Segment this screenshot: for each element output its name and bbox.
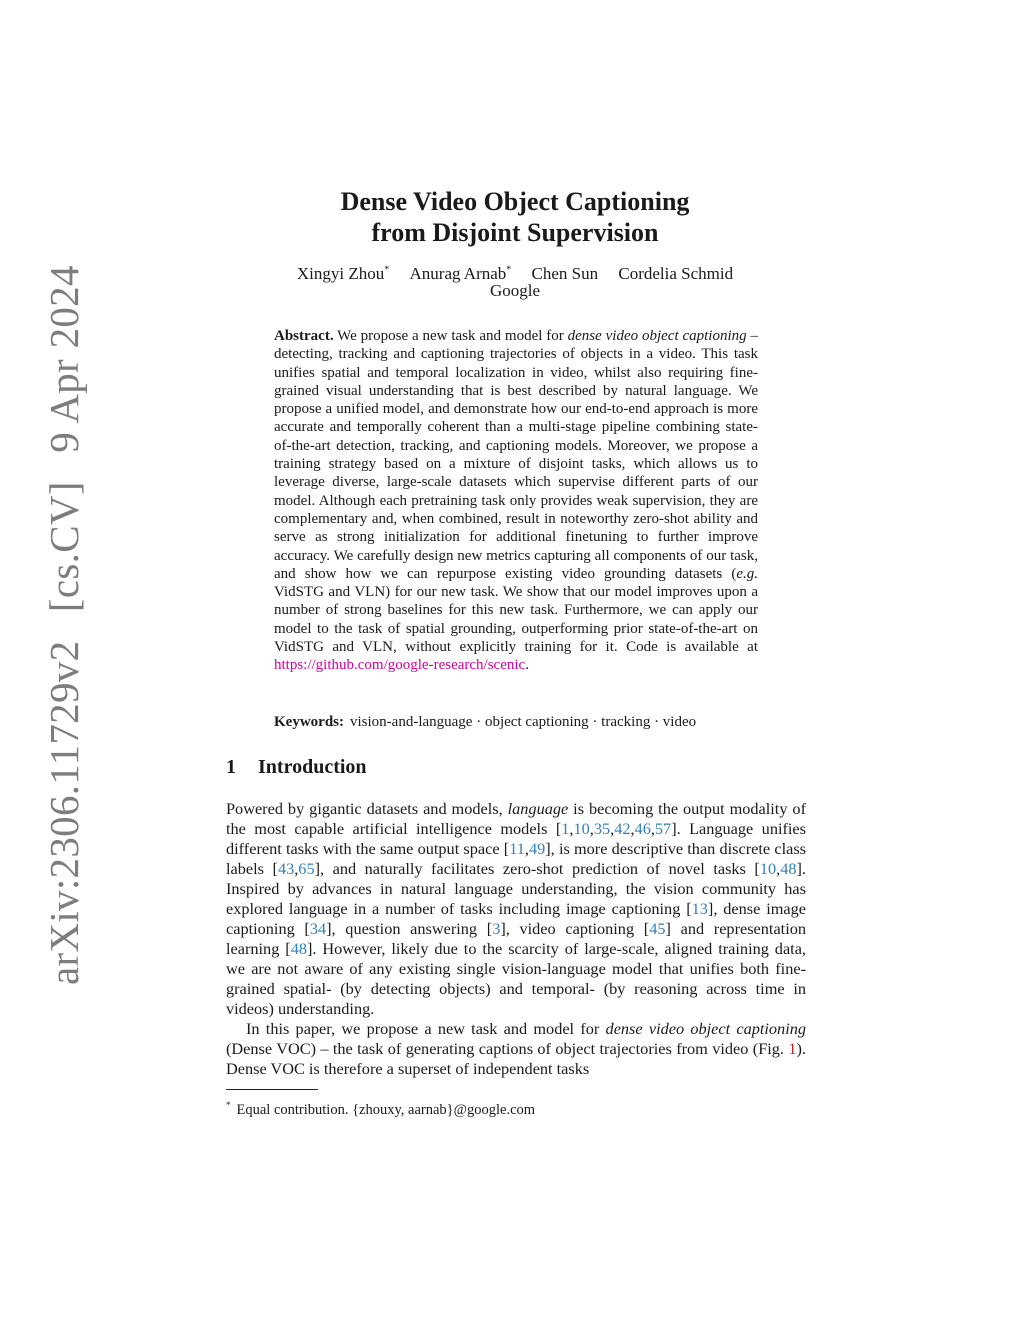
section-heading-introduction [226,756,367,779]
citation[interactable]: 45 [649,919,666,938]
citation[interactable]: 10 [573,819,590,838]
title-line-1: Dense Video Object Captioning [340,187,690,216]
citation[interactable]: 46 [634,819,651,838]
arxiv-date: 9 Apr 2024 [41,265,87,453]
citation[interactable]: 43 [277,859,295,878]
affiliation: Google [489,281,541,300]
citation[interactable]: 65 [298,859,315,878]
footnote-mark: * [226,1100,231,1110]
author: Cordelia Schmid [618,263,734,283]
citation[interactable]: 13 [691,899,708,918]
citation[interactable]: 35 [593,819,611,838]
arxiv-id: arXiv:2306.11729v2 [41,640,87,985]
citation[interactable]: 3 [492,919,501,938]
citation[interactable]: 42 [614,819,631,838]
footnote-rule [226,1089,318,1090]
arxiv-category: [cs.CV] [41,481,87,613]
paper-title [0,186,1024,248]
section-number: 1 [226,756,236,778]
title-line-2: from Disjoint Supervision [371,218,659,247]
footnote [226,1096,806,1119]
arxiv-side-stamp [40,247,88,985]
keywords-text: vision-and-language · object captioning · tracking · video [350,714,697,730]
citation[interactable]: 48 [780,859,797,878]
author: Anurag Arnab* [409,263,512,283]
citation[interactable]: 11 [509,839,525,858]
citation[interactable]: 10 [759,859,777,878]
keywords [274,713,758,731]
figure-reference[interactable]: 1 [788,1039,797,1058]
abstract: Abstract. We propose a new task and model for dense video object captioning – detecting, tracking and captioning trajectories of objects in a video. This task unifies spatial and temporal localization in video, whilst also requiring fine-grained visual understanding that is best described by natural language. We propose a unified model, and demonstrate how our end-to-end approach is more accurate and temporally coherent than a multi-stage pipeline combining state-of-the-art detection, tracking, and captioning models. Moreover, we propose a training strategy based on a mixture of disjoint tasks, which allows us to leverage diverse, large-scale datasets which supervise different parts of our model. Although each pretraining task only provides weak supervision, they are complementary and, when combined, result in noteworthy zero-shot ability and serve as strong initialization for additional finetuning to further improve accuracy. We carefully design new metrics capturing all components of our task, and show how we can repurpose existing video grounding datasets (e.g. VidSTG and VLN) for our new task. We show that our model improves upon a number of strong baselines for this new task. Furthermore, we can apply our model to the task of spatial grounding, outperforming prior state-of-the-art on VidSTG and VLN, without explicitly training for it. Code is available at https://github.com/google-research/scenic. [274,328,758,674]
section-title: Introduction [258,756,367,778]
citation[interactable]: 34 [309,919,327,938]
introduction-body [226,799,806,1079]
citation[interactable]: 49 [528,839,546,858]
citation[interactable]: 57 [654,819,672,838]
footnote-text: Equal contribution. {zhouxy, aarnab}@google.com [236,1101,536,1118]
author: Chen Sun [531,263,599,283]
citation[interactable]: 48 [290,939,307,958]
intro-paragraph-1: Powered by gigantic datasets and models, language is becoming the output modality of the most capable artificial intelligence models [1,10,35,42,46,57]. Language unifies different tasks with the same output space [11,49], is more descriptive than discrete class labels [43,65], and naturally facilitates zero-shot prediction of novel tasks [10,48]. Inspired by advances in natural language understanding, the vision community has explored language in a number of tasks including image captioning [13], dense image captioning [34], question answering [3], video captioning [45] and representation learning [48]. However, likely due to the scarcity of large-scale, aligned training data, we are not aware of any existing single vision-language model that unifies both fine-grained spatial- (by detecting objects) and temporal- (by reasoning across time in videos) understanding. [226,799,807,1018]
code-link[interactable]: https://github.com/google-research/scenic [274,657,526,674]
citation[interactable]: 1 [561,819,570,838]
author: Xingyi Zhou* [296,263,390,283]
intro-paragraph-2: In this paper, we propose a new task and model for dense video object captioning (Dense VOC) – the task of generating captions of object trajectories from video (Fig. 1). Dense VOC is therefore a superset of independent tasks [226,1019,806,1078]
abstract-label: Abstract. [274,328,334,344]
keywords-label: Keywords: [274,714,344,730]
